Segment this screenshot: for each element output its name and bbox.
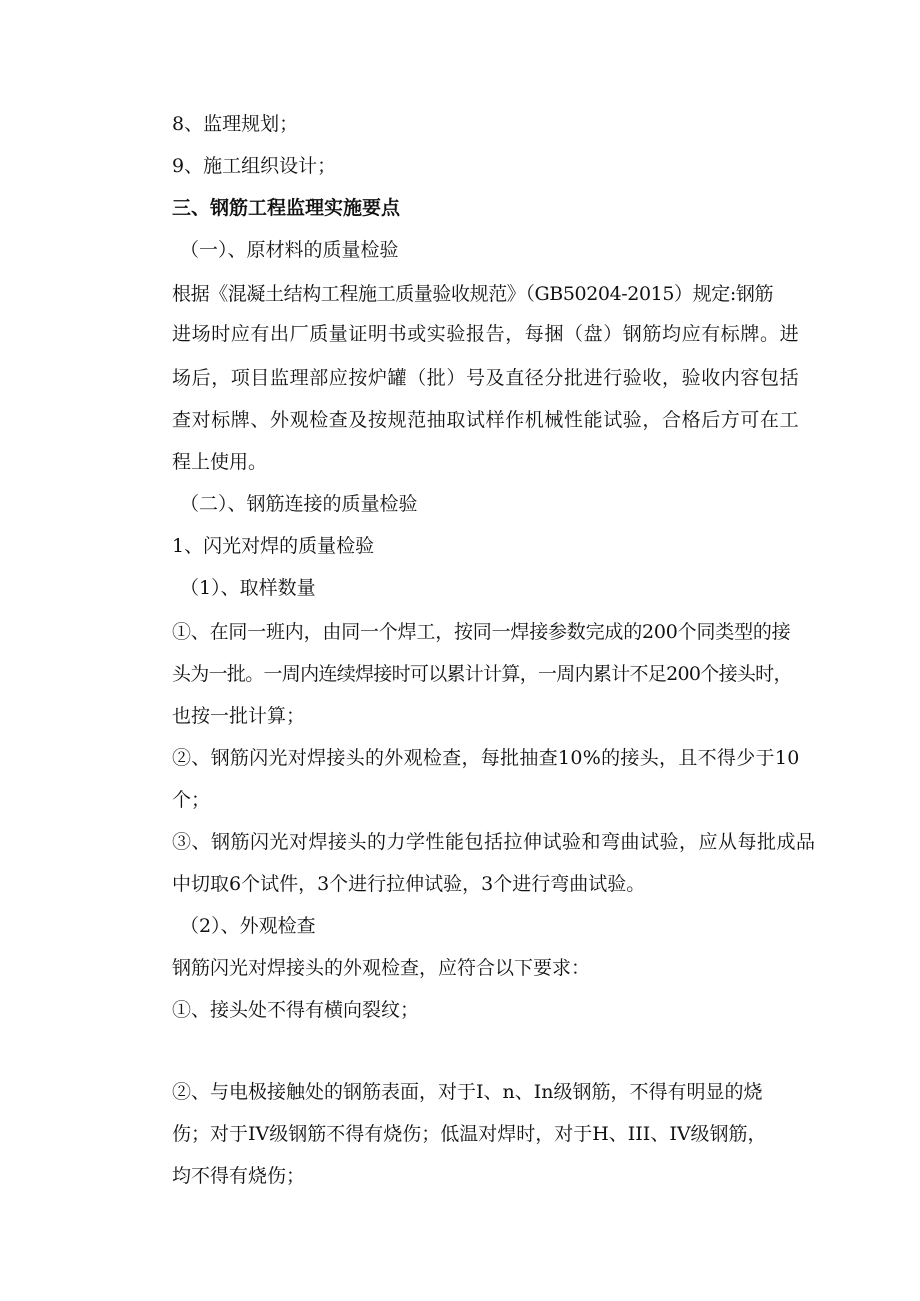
- paragraph-line: 个；: [172, 789, 211, 811]
- paragraph-line: 程上使用。: [172, 451, 268, 473]
- paragraph-line: ②、与电极接触处的钢筋表面，对于I、n、In级钢筋，不得有明显的烧: [172, 1081, 763, 1103]
- paragraph-line: 场后，项目监理部应按炉罐（批）号及直径分批进行验收，验收内容包括: [172, 367, 800, 389]
- paragraph-line: 进场时应有出厂质量证明书或实验报告，每捆（盘）钢筋均应有标牌。进: [172, 323, 800, 345]
- paragraph-line: 中切取6个试件，3个进行拉伸试验，3个进行弯曲试验。: [172, 873, 646, 895]
- list-item: 9、施工组织设计；: [172, 155, 337, 177]
- item-heading: （1）、取样数量: [180, 577, 316, 599]
- paragraph-line: 伤；对于IV级钢筋不得有烧伤；低温对焊时，对于H、III、IV级钢筋，: [172, 1123, 767, 1145]
- paragraph-line: ②、钢筋闪光对焊接头的外观检查，每批抽查10%的接头，且不得少于10: [172, 747, 800, 769]
- paragraph-line: ③、钢筋闪光对焊接头的力学性能包括拉伸试验和弯曲试验，应从每批成品: [172, 831, 816, 853]
- item-heading: 1、闪光对焊的质量检验: [172, 535, 375, 557]
- paragraph-line: 查对标牌、外观检查及按规范抽取试样作机械性能试验，合格后方可在工: [172, 409, 800, 431]
- paragraph-line: 钢筋闪光对焊接头的外观检查，应符合以下要求：: [172, 957, 591, 979]
- section-heading: 三、钢筋工程监理实施要点: [172, 197, 401, 219]
- paragraph-line: 头为一批。一周内连续焊接时可以累计计算，一周内累计不足200个接头时，: [172, 663, 792, 685]
- subsection-heading: （一）、原材料的质量检验: [180, 239, 399, 261]
- item-heading: （2）、外观检查: [180, 915, 316, 937]
- list-item: 8、监理规划；: [172, 113, 299, 135]
- paragraph-line: 均不得有烧伤；: [172, 1165, 306, 1187]
- paragraph-line: 根据《混凝土结构工程施工质量验收规范》（GB50204-2015）规定:钢筋: [172, 283, 774, 305]
- paragraph-line: ①、接头处不得有横向裂纹；: [172, 999, 420, 1021]
- paragraph-line: 也按一批计算；: [172, 705, 306, 727]
- subsection-heading: （二）、钢筋连接的质量检验: [180, 493, 418, 515]
- paragraph-line: ①、在同一班内，由同一个焊工，按同一焊接参数完成的200个同类型的接: [172, 621, 791, 643]
